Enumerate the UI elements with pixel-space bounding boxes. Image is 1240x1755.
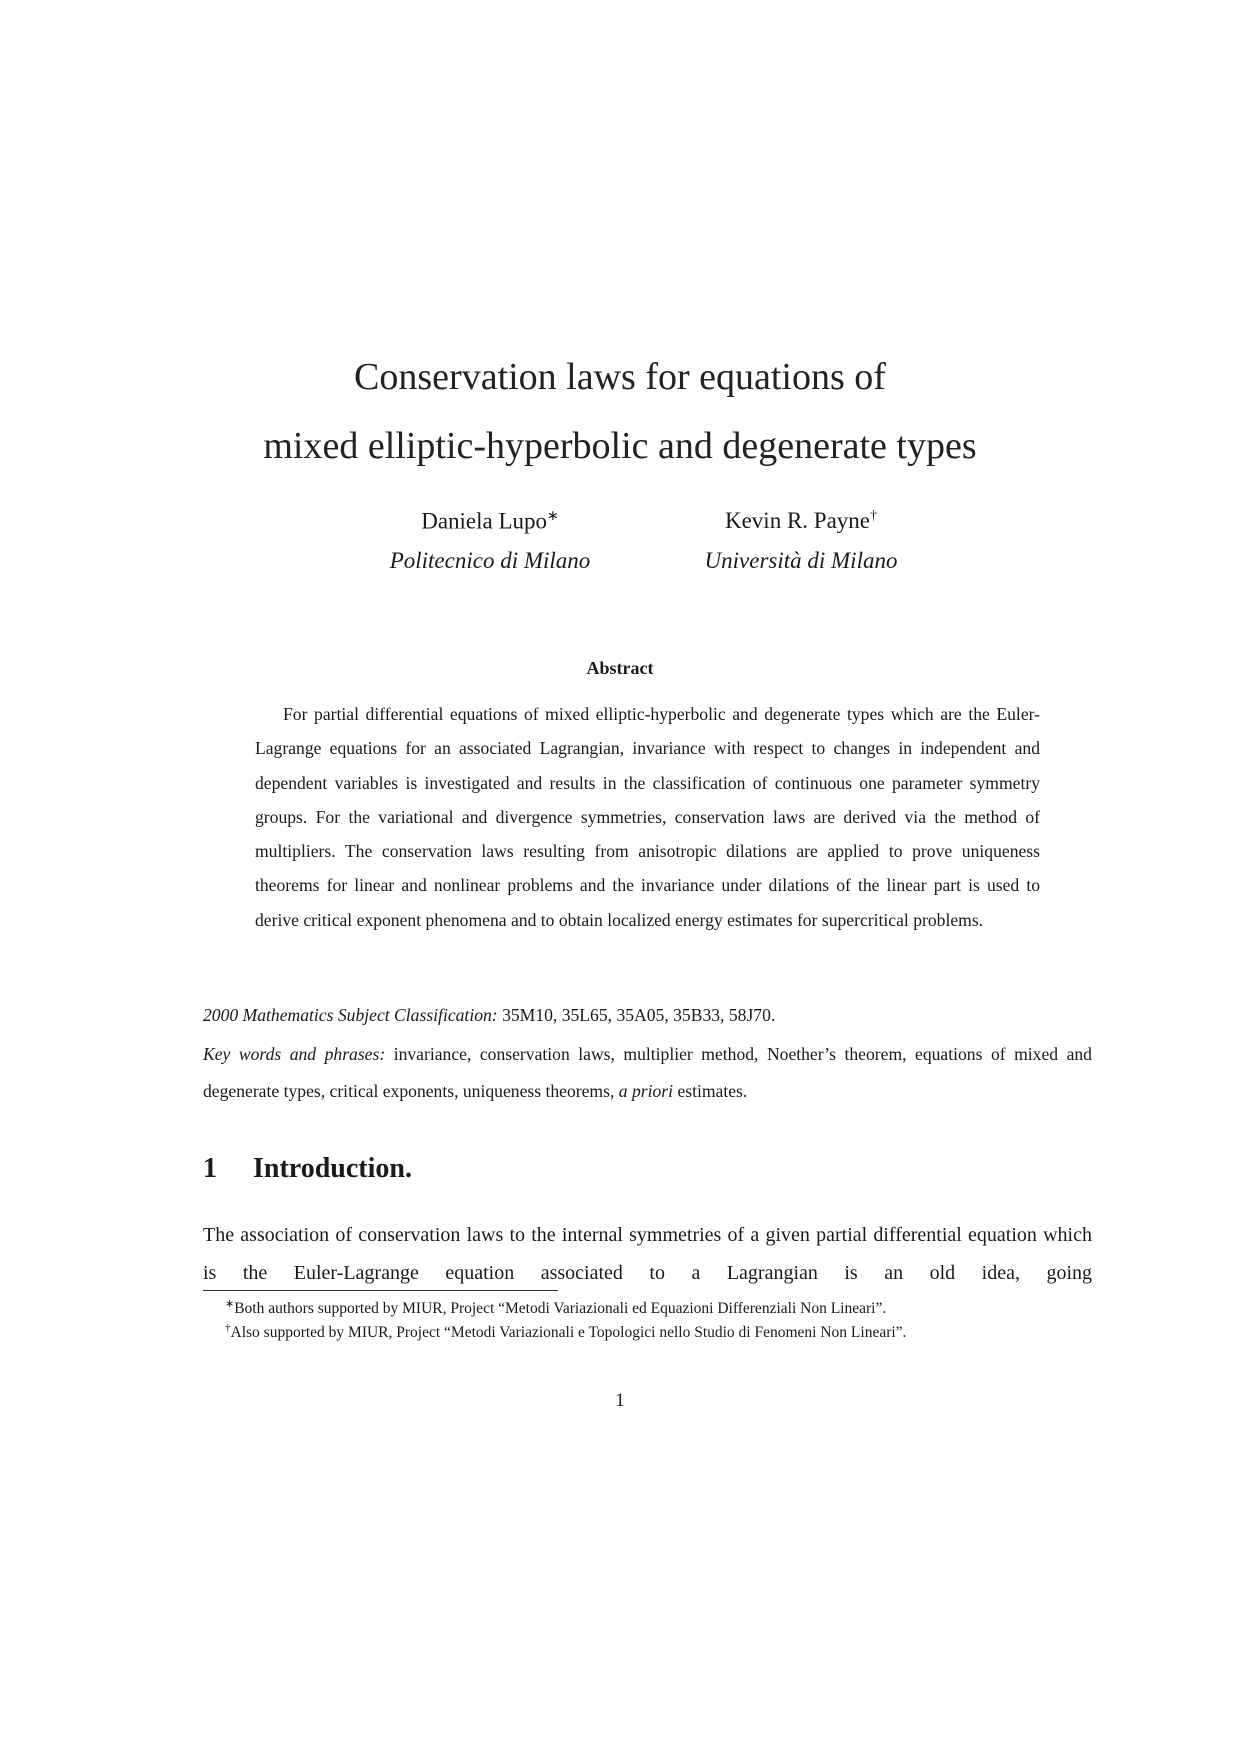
footnote-1 <box>225 1297 886 1318</box>
msc-label: 2000 Mathematics Subject Classification: <box>203 1005 498 1025</box>
intro-paragraph: The association of conservation laws to the internal symmetries of a given partial differential equation which is the Euler-Lagrange equation associated to a Lagrangian is an old idea, going <box>203 1224 1092 1284</box>
abstract-body: For partial differential equations of mixed elliptic-hyperbolic and degenerate types which are the Euler-Lagrange equations for an associated Lagrangian, invariance with respect to changes in independent and dependent variables is investigated and results in the classification of continuous one parameter symmetry groups. For the variational and divergence symmetries, conservation laws are derived via the method of multipliers. The conservation laws resulting from anisotropic dilations are applied to prove uniqueness theorems for linear and nonlinear problems and the invariance under dilations of the linear part is used to derive critical exponent phenomena and to obtain localized energy estimates for supercritical problems. <box>255 704 1040 930</box>
footnote-rule <box>203 1290 558 1291</box>
keywords-label: Key words and phrases: <box>203 1044 386 1064</box>
author-name-text: Daniela Lupo <box>421 508 548 534</box>
footnote-mark: ∗ <box>225 1298 235 1310</box>
author-name-text: Kevin R. Payne <box>724 508 870 533</box>
author-affiliation: Politecnico di Milano <box>389 548 591 573</box>
footnote-text: Both authors supported by MIUR, Project “Metodi Variazionali ed Equazioni Differenziali Non Lineari”. <box>234 1300 887 1318</box>
keywords-italic: a priori <box>618 1081 674 1101</box>
section-heading <box>203 1153 412 1185</box>
author-footnote-mark: ∗ <box>547 509 559 524</box>
footnote-2 <box>225 1322 906 1342</box>
paper-title-line-2: mixed elliptic-hyperbolic and degenerate types <box>263 425 977 467</box>
msc-classification <box>203 1005 775 1026</box>
section-number: 1 <box>203 1153 217 1184</box>
abstract-heading: Abstract <box>586 658 654 678</box>
footnote-mark: † <box>225 1322 231 1334</box>
author-name <box>310 508 670 548</box>
author-block-1 <box>310 508 670 574</box>
footnote-text: Also supported by MIUR, Project “Metodi Variazionali e Topologici nello Studio di Fenomeni Non Lineari”. <box>230 1324 907 1342</box>
keywords-value-end: estimates. <box>677 1081 748 1101</box>
author-affiliation: Università di Milano <box>704 548 898 573</box>
paper-title-line-1: Conservation laws for equations of <box>354 356 886 398</box>
section-title: Introduction. <box>253 1153 412 1184</box>
keywords <box>203 1036 1092 1110</box>
author-name <box>621 508 981 548</box>
author-footnote-mark: † <box>870 508 877 524</box>
page-number: 1 <box>615 1390 625 1411</box>
keywords-value: invariance, conservation laws, multiplier method, Noether’s theorem, equations of mixed and degenerate types, critical exponents, uniqueness theorems, <box>203 1044 1092 1101</box>
msc-value: 35M10, 35L65, 35A05, 35B33, 58J70. <box>502 1005 776 1025</box>
author-block-2 <box>621 508 981 574</box>
